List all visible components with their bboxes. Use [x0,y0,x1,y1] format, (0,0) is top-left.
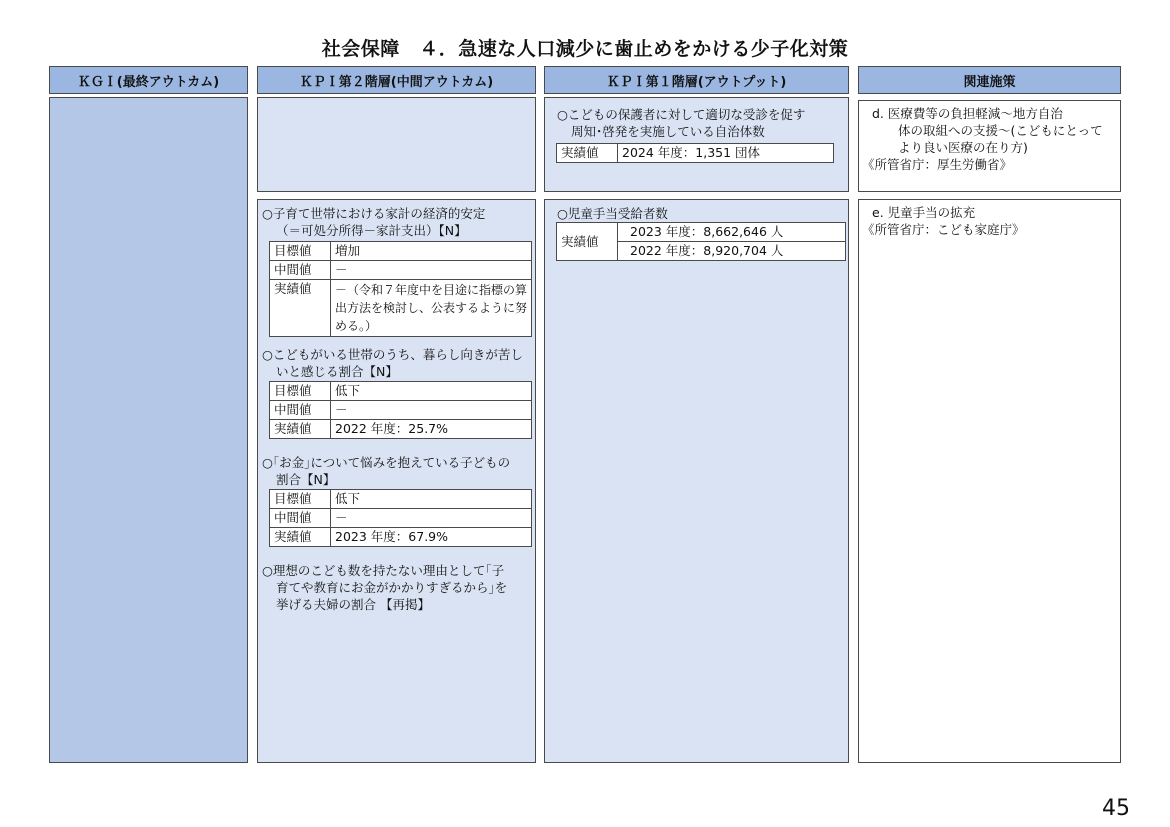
value-cell: 低下 [331,490,532,509]
header-kpi1: ＫＰＩ第１階層(アウトプット) [544,66,849,94]
kpi1-row1-cell [544,97,849,192]
kpi2-item1-table [269,241,532,337]
jisseki-value: 2024 年度：1,351 団体 [618,144,834,163]
policy-d-ministry: 《所管省庁：厚生労働省》 [862,157,1013,172]
page-number: 45 [1102,796,1130,821]
kpi2-item4-line2: 育てや教育にお金がかかりすぎるから｣を [276,580,508,595]
policy-row1-text [862,105,1118,173]
kpi2-row1-cell [257,97,536,192]
label-cell: 中間値 [270,261,331,280]
policy-row2-text [862,204,1118,238]
table-row [270,509,532,528]
policy-e-line1: e. 児童手当の拡充 [872,205,976,220]
label-cell: 実績値 [270,280,331,337]
value-cell: 低下 [331,382,532,401]
jisseki-value-2022: 2022 年度：8,920,704 人 [618,242,846,261]
table-row [270,401,532,420]
table-row [557,223,846,242]
kpi2-item3-text [262,454,534,488]
kpi1-row2-cell [544,199,849,763]
jisseki-value-2023: 2023 年度：8,662,646 人 [618,223,846,242]
kpi2-item1-line1: ○子育て世帯における家計の経済的安定 [262,206,486,221]
label-cell: 実績値 [270,420,331,439]
kpi2-item1-line2: （＝可処分所得－家計支出）【N】 [276,223,467,238]
policy-d-line2: 体の取組への支援～(こどもにとって [898,123,1103,138]
policy-d-line1: d. 医療費等の負担軽減～地方自治 [872,106,1063,121]
policy-e-ministry: 《所管省庁：こども家庭庁》 [862,222,1025,237]
table-row [270,490,532,509]
label-cell: 目標値 [270,382,331,401]
kpi2-row2-cell [257,199,536,763]
kpi2-item3-table [269,489,532,547]
value-cell: 2023 年度：67.9% [331,528,532,547]
kpi1-row1-table [556,143,834,163]
kpi2-item3-line1: ○｢お金｣について悩みを抱えている子どもの [262,455,511,470]
jisseki-label: 実績値 [557,144,618,163]
table-row [270,242,532,261]
kpi1-row1-text [557,106,847,140]
policy-d-line3: より良い医療の在り方) [898,140,1028,155]
table-row [270,280,532,337]
kpi1-row1-line2: 周知･啓発を実施している自治体数 [571,124,765,139]
kpi2-item2-line1: ○こどもがいる世帯のうち、暮らし向きが苦し [262,347,523,362]
kpi2-item2-table [269,381,532,439]
kpi2-item4-line3: 挙げる夫婦の割合 【再掲】 [276,597,430,612]
kpi2-item2-text [262,346,534,380]
kgi-column [49,97,248,763]
kpi1-row2-title: ○児童手当受給者数 [557,206,668,221]
label-cell: 中間値 [270,509,331,528]
kpi2-item1-text [262,205,534,239]
label-cell: 目標値 [270,490,331,509]
kpi1-row2-table [556,222,846,261]
label-cell: 目標値 [270,242,331,261]
table-row [270,420,532,439]
kpi2-item2-line2: いと感じる割合【N】 [276,364,398,379]
page-title: 社会保障 ４．急速な人口減少に歯止めをかける少子化対策 [321,38,849,60]
value-cell: 2022 年度：25.7% [331,420,532,439]
table-row [270,528,532,547]
label-cell: 中間値 [270,401,331,420]
table-row [557,144,834,163]
header-policy: 関連施策 [858,66,1121,94]
kpi1-row1-line1: ○こどもの保護者に対して適切な受診を促す [557,107,806,122]
policy-row2-cell [858,199,1121,763]
kpi2-item4-text [262,562,534,613]
value-cell: － [331,261,532,280]
header-kpi2: ＫＰＩ第２階層(中間アウトカム) [257,66,536,94]
policy-row1-cell [858,100,1121,192]
label-cell: 実績値 [270,528,331,547]
jisseki-label: 実績値 [557,223,618,261]
header-kgi: ＫＧＩ(最終アウトカム) [49,66,248,94]
kpi2-item3-line2: 割合【N】 [276,472,336,487]
kpi2-item4-line1: ○理想のこども数を持たない理由として｢子 [262,563,505,578]
value-cell: － [331,401,532,420]
value-cell: 増加 [331,242,532,261]
value-cell: － [331,509,532,528]
table-row [270,382,532,401]
table-row [270,261,532,280]
value-cell: －（令和７年度中を目途に指標の算出方法を検討し、公表するように努める。） [331,280,532,337]
